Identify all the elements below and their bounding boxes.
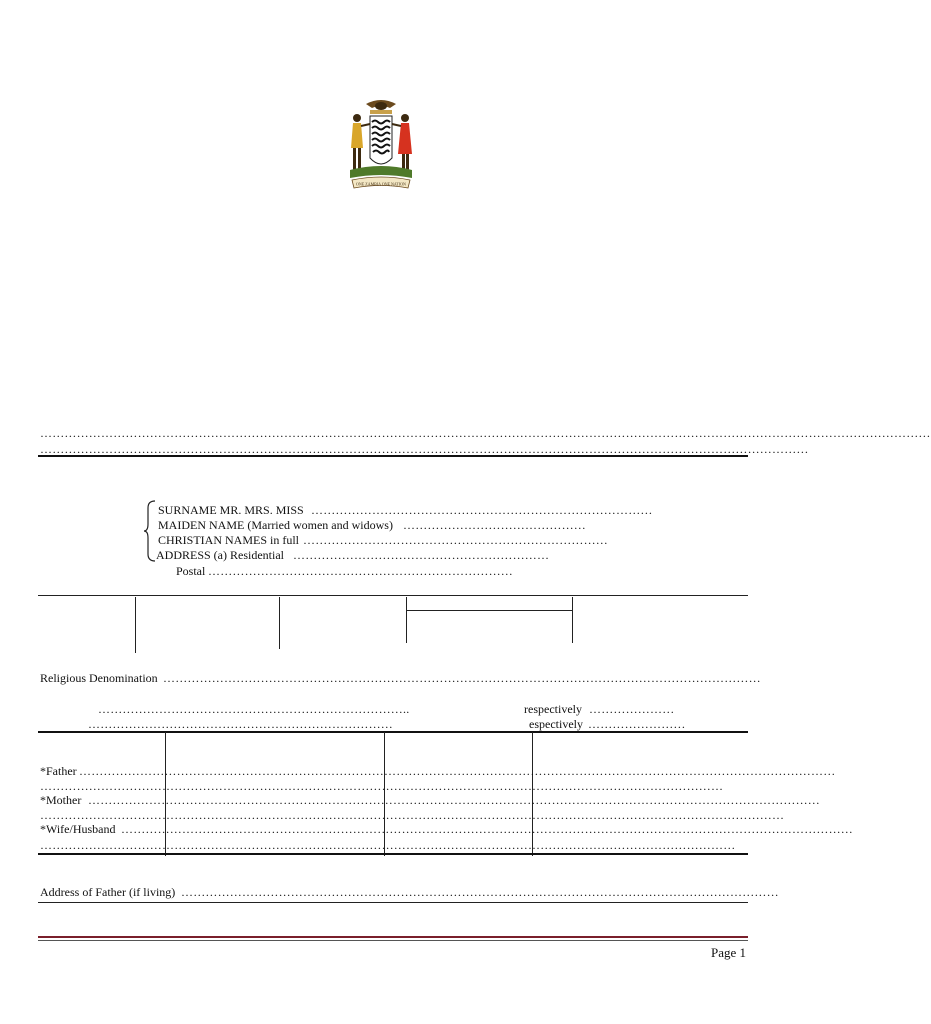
respective-left-field-2[interactable]: ………………………………………………………………… [88,717,393,731]
footer-rule [38,940,748,941]
header-dotted-line-1[interactable]: ………………………………………………………………………………………………………………………………………………………………………………………………… [40,426,931,440]
grid-cell-1[interactable] [136,598,278,648]
grid-top-line [38,595,748,596]
christian-names-field[interactable]: ………………………………………………………………… [303,533,608,547]
father-address-underline [38,902,748,903]
maiden-name-label: MAIDEN NAME (Married women and widows) [158,518,393,532]
mother-field[interactable]: ……………………………………………………………………………………………………………………………………………………………… [88,793,820,807]
father-field[interactable]: …………………………………………………………………………………………………………………………………………………………………… [79,764,836,778]
religion-field[interactable]: ………………………………………………………………………………………………………………………………… [163,671,761,685]
mother-field-continued[interactable]: ………………………………………………………………………………………………………………………………………………………………… [40,808,785,822]
header-dotted-line-2[interactable]: ……………………………………………………………………………………………………………………………………………………………………… [40,442,809,456]
grid-cell-3[interactable] [407,612,571,642]
address-residential-field[interactable]: ……………………………………………………… [293,548,550,562]
grid-divider-4 [572,597,573,643]
surname-field[interactable]: ………………………………………………………………………… [311,503,653,517]
family-table-top [38,731,748,733]
spouse-label: *Wife/Husband [40,822,116,836]
father-address-field[interactable]: ………………………………………………………………………………………………………………………………… [181,885,779,899]
spouse-field[interactable]: ……………………………………………………………………………………………………………………………………………………………… [121,822,853,836]
respectively-label-1: respectively [524,702,582,716]
surname-label: SURNAME MR. MRS. MISS [158,503,304,517]
address-postal-field[interactable]: ………………………………………………………………… [208,564,513,578]
mother-label: *Mother [40,793,82,807]
section-divider [38,455,748,457]
address-postal-label: Postal [176,564,206,578]
father-label: *Father [40,764,77,778]
respective-right-field-1[interactable]: ………………… [589,702,675,716]
father-field-continued[interactable]: …………………………………………………………………………………………………………………………………………………… [40,779,724,793]
page-number: Page 1 [710,945,746,960]
footer-rule-accent [38,936,748,938]
address-residential-label: ADDRESS (a) Residential [156,548,284,562]
grid-cell-2[interactable] [280,598,405,648]
christian-names-label: CHRISTIAN NAMES in full [158,533,300,547]
emblem-motto: ONE ZAMBIA ONE NATION [356,181,406,187]
respective-right-field-2[interactable]: …………………… [588,717,686,731]
maiden-name-field[interactable]: ……………………………………… [403,518,586,532]
family-table-bottom [38,853,748,855]
father-address-label: Address of Father (if living) [40,885,176,899]
respective-left-field-1[interactable]: ………………………………………………………………….. [98,702,410,716]
grid-sub-line [406,610,572,611]
brace-icon [143,500,157,562]
religion-label: Religious Denomination [40,671,158,685]
respectively-label-2: espectively [529,717,583,731]
spouse-field-continued[interactable]: ……………………………………………………………………………………………………………………………………………………… [40,838,736,852]
coat-of-arms-icon [344,96,418,196]
